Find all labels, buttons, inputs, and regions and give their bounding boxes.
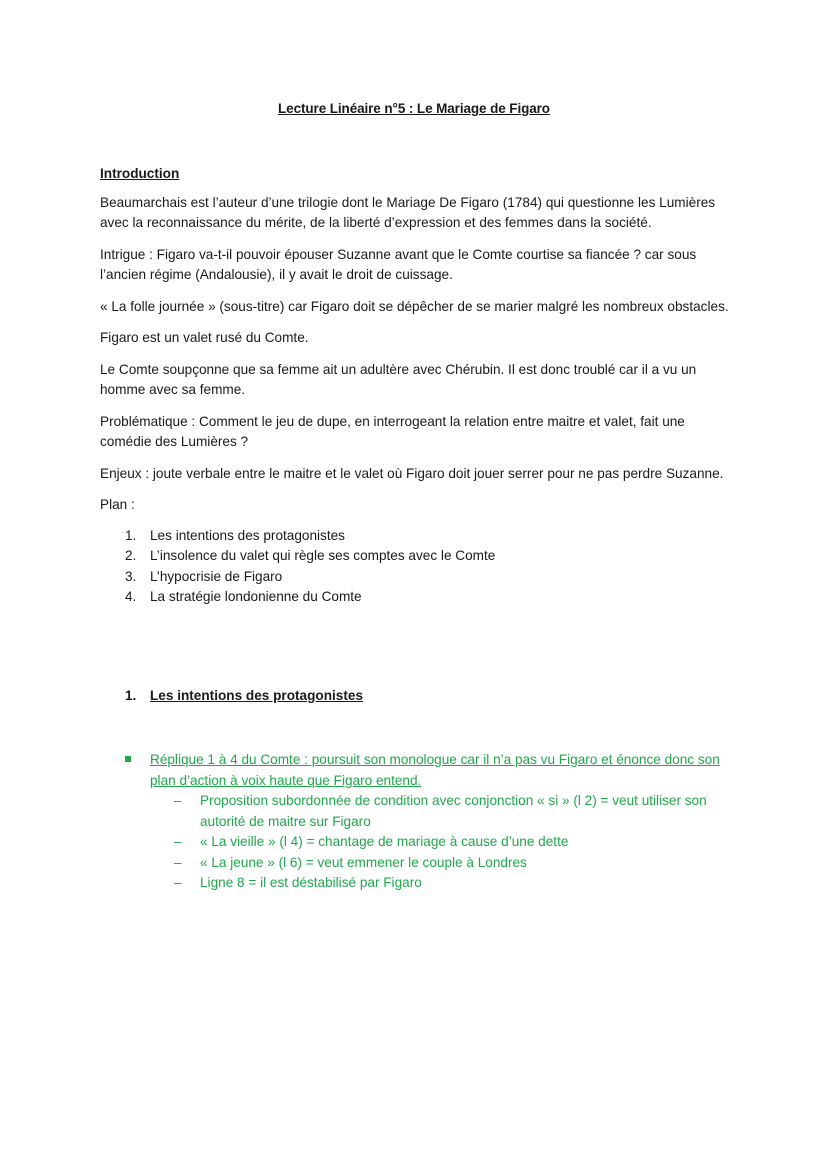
main-bullet-item — [125, 750, 735, 791]
introduction-section — [100, 164, 732, 608]
plan-item — [100, 526, 732, 547]
sub-bullet-item — [125, 853, 735, 874]
main-bullet-text: Réplique 1 à 4 du Comte : poursuit son monologue car il n’a pas vu Figaro et énonce donc son plan d’action à voix haute que Figaro entend. — [150, 752, 720, 788]
sub-bullet-item — [125, 873, 735, 894]
sub-bullet-item — [125, 791, 735, 832]
plan-label: Plan : — [100, 497, 135, 512]
plan-item-number: 2. — [125, 548, 137, 563]
dash-icon: – — [174, 793, 182, 808]
part1-number: 1. — [125, 688, 137, 703]
dash-icon: – — [174, 875, 182, 890]
plan-item-text: L’hypocrisie de Figaro — [150, 568, 283, 584]
plan-item-number: 4. — [125, 589, 137, 604]
document-title: Lecture Linéaire n°5 : Le Mariage de Figaro — [278, 101, 550, 116]
dash-icon: – — [174, 854, 182, 870]
problematique-paragraph: Problématique : Comment le jeu de dupe, en interrogeant la relation entre maitre et valet, fait une comédie des Lumières ? — [100, 413, 685, 449]
sub-bullet-text: Ligne 8 = il est déstabilisé par Figaro — [200, 875, 422, 890]
intro-paragraph: Beaumarchais est l’auteur d’une trilogie dont le Mariage De Figaro (1784) qui questionne les Lumières avec la reconnaissance du mérite, de la liberté d’expression et des femmes dans la société. — [100, 194, 716, 230]
figaro-paragraph: Figaro est un valet rusé du Comte. — [100, 330, 309, 345]
sub-bullet-text: « La jeune » (l 6) = veut emmener le couple à Londres — [200, 854, 527, 870]
dash-icon: – — [174, 834, 182, 849]
plan-list — [100, 526, 732, 608]
intrigue-paragraph: Intrigue : Figaro va-t-il pouvoir épouser Suzanne avant que le Comte courtise sa fiancée ? car sous l’ancien régime (Andalousie), il y avait le droit de cuissage. — [100, 246, 697, 282]
plan-item-text: L’insolence du valet qui règle ses comptes avec le Comte — [150, 548, 496, 563]
sub-bullet-text: Proposition subordonnée de condition avec conjonction « si » (l 2) = veut utiliser son autorité de maitre sur Figaro — [200, 793, 707, 829]
part1-title: Les intentions des protagonistes — [150, 688, 363, 703]
sub-bullet-list — [125, 791, 735, 894]
sub-bullet-item — [125, 832, 735, 853]
plan-item-number: 1. — [125, 527, 137, 543]
introduction-heading: Introduction — [100, 166, 180, 181]
plan-item — [100, 587, 732, 608]
part1-heading — [125, 688, 363, 703]
subtitle-paragraph: « La folle journée » (sous-titre) car Figaro doit se dépêcher de se marier malgré les nombreux obstacles. — [100, 298, 729, 314]
plan-item-text: Les intentions des protagonistes — [150, 527, 345, 543]
comte-paragraph: Le Comte soupçonne que sa femme ait un adultère avec Chérubin. Il est donc troublé car il a vu un homme avec sa femme. — [100, 361, 697, 397]
plan-item-text: La stratégie londonienne du Comte — [150, 589, 362, 604]
enjeux-paragraph: Enjeux : joute verbale entre le maitre et le valet où Figaro doit jouer serrer pour ne pas perdre Suzanne. — [100, 465, 724, 481]
part1-notes — [125, 750, 735, 894]
sub-bullet-text: « La vieille » (l 4) = chantage de mariage à cause d’une dette — [200, 834, 569, 849]
square-bullet-icon — [125, 756, 131, 762]
plan-item-number: 3. — [125, 568, 137, 584]
plan-item — [100, 567, 732, 588]
plan-item — [100, 546, 732, 567]
